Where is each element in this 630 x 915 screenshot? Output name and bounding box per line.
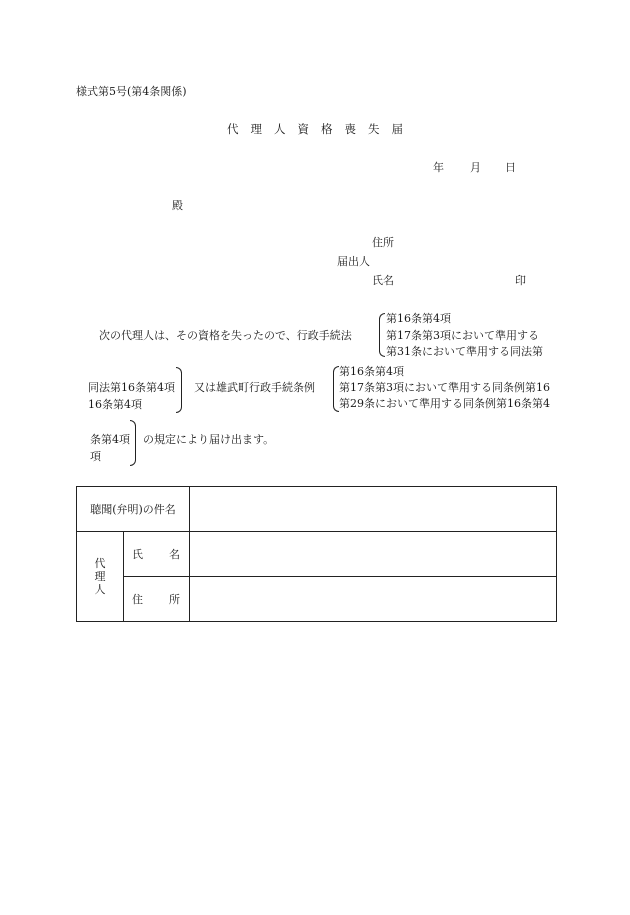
agent-name-label	[124, 532, 190, 577]
agent-group-char: 代	[94, 557, 106, 570]
body-line2-left-top: 同法第16条第4項	[88, 381, 175, 394]
date-year-label: 年	[433, 161, 444, 174]
agent-address-label-left: 住	[132, 592, 143, 606]
body-line3-tail: の規定により届け出ます。	[143, 433, 275, 446]
date-day-label: 日	[505, 161, 516, 174]
agent-group-label	[77, 532, 124, 622]
applicant-label: 届出人	[337, 255, 370, 268]
agent-name-field[interactable]	[190, 532, 557, 577]
agent-name-label-right: 名	[169, 547, 180, 561]
body-line3-left-bottom: 項	[90, 450, 101, 463]
seal-label: 印	[515, 274, 526, 287]
brace2-option: 第17条第3項において準用する同条例第16	[339, 381, 550, 394]
applicant-name-label: 氏名	[372, 274, 394, 287]
agent-name-label-left: 氏	[132, 547, 143, 561]
case-name-label: 聴聞(弁明)の件名	[77, 487, 190, 532]
right-brace-2	[130, 420, 136, 466]
agent-group-char: 理	[94, 570, 106, 583]
brace2-option: 第29条において準用する同条例第16条第4	[339, 397, 550, 410]
body-line2-middle: 又は雄武町行政手続条例	[194, 381, 315, 394]
table-row-agent-name	[77, 532, 557, 577]
table-row-case-name	[77, 487, 557, 532]
table-row-agent-address	[77, 577, 557, 622]
brace2-option: 第16条第4項	[339, 365, 404, 378]
brace1-option: 第31条において準用する同法第	[386, 345, 543, 358]
addressee-honorific: 殿	[172, 199, 183, 212]
form-number: 様式第5号(第4条関係)	[76, 85, 187, 98]
date-month-label: 月	[470, 161, 481, 174]
agent-address-field[interactable]	[190, 577, 557, 622]
body-line1-lead: 次の代理人は、その資格を失ったので、行政手続法	[99, 329, 352, 342]
applicant-address-label: 住所	[372, 236, 394, 249]
agent-address-label-right: 所	[169, 592, 180, 606]
right-brace-1	[176, 367, 182, 413]
agent-address-label	[124, 577, 190, 622]
brace1-option: 第17条第3項において準用する	[386, 329, 539, 342]
agent-group-text	[77, 557, 123, 596]
body-line2-left-bottom: 16条第4項	[88, 398, 142, 411]
agent-group-char: 人	[94, 583, 106, 596]
brace1-option: 第16条第4項	[386, 312, 451, 325]
case-name-field[interactable]	[190, 487, 557, 532]
body-line3-left-top: 条第4項	[90, 433, 130, 446]
left-brace-1	[379, 313, 385, 357]
document-title: 代理人資格喪失届	[227, 122, 415, 136]
agent-info-table	[76, 486, 557, 622]
